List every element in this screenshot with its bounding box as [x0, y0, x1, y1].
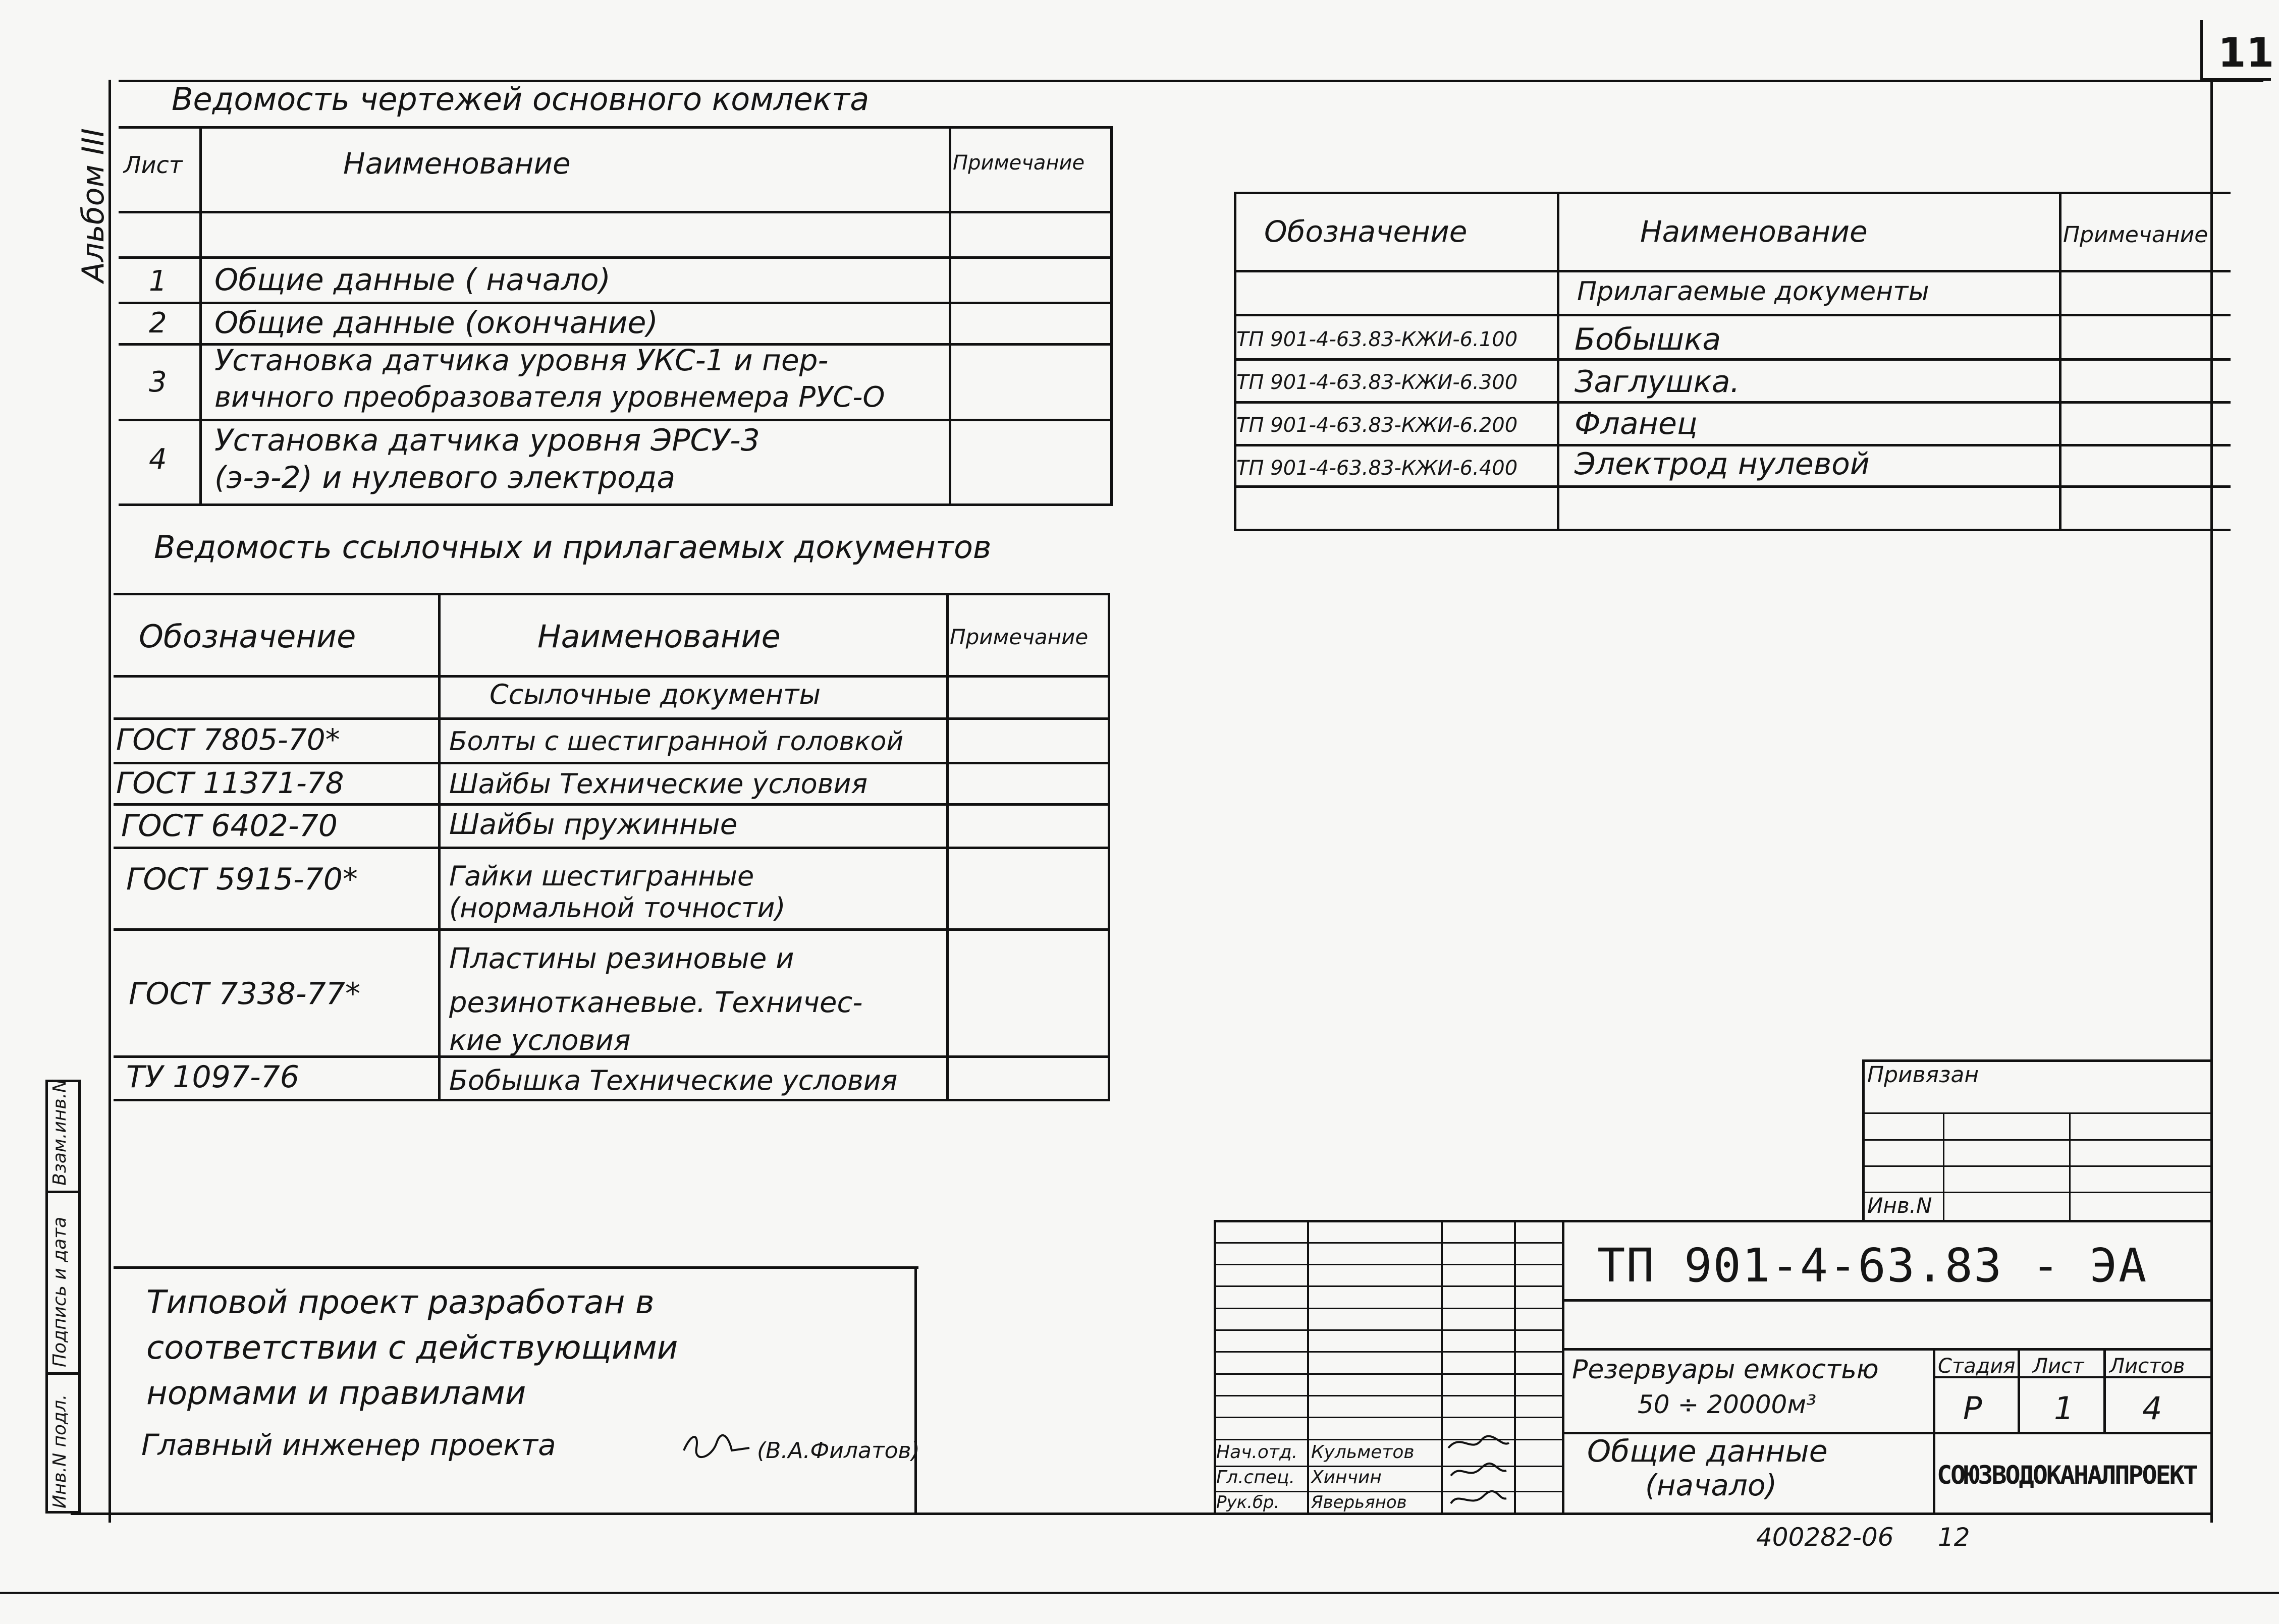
ad-line-section	[1234, 314, 2231, 316]
ad-line-bottom	[1234, 529, 2231, 531]
signer-3-role: Рук.бр.	[1216, 1492, 1280, 1513]
ad-header-name: Наименование	[1640, 214, 1868, 249]
drawings-list-title: Ведомость чертежей основного комлекта	[172, 81, 870, 118]
rd-header-note: Примечание	[950, 625, 1089, 649]
tb-grid-row-2	[1214, 1264, 1562, 1265]
ad-header-designation: Обозначение	[1264, 214, 1468, 249]
album-label: Альбом III	[76, 128, 111, 283]
object-line-2: 50 ÷ 20000м³	[1638, 1390, 1817, 1419]
ad-row-2-designation: ТП 901-4-63.83-КЖИ-6.300	[1236, 371, 1518, 394]
binding-title: Привязан	[1867, 1062, 1979, 1088]
tb-object-row	[1562, 1348, 2213, 1351]
archive-number: 400282-06	[1756, 1523, 1894, 1552]
dl-line-r4	[119, 503, 1113, 506]
page-bottom-rule	[0, 1592, 2279, 1594]
dl-row-3-sheet: 3	[149, 366, 167, 399]
ad-row-3-name: Фланец	[1575, 406, 1698, 441]
signer-3-name: Яверьянов	[1311, 1492, 1407, 1513]
sheet-value: 1	[2054, 1390, 2074, 1427]
rd-row-2-name: Шайбы Технические условия	[449, 768, 868, 800]
frame-right	[2210, 80, 2213, 1523]
note-line-4: Главный инженер проекта	[141, 1428, 556, 1462]
tb-top	[1214, 1220, 2213, 1222]
note-line-1: Типовой проект разработан в	[146, 1284, 655, 1321]
ad-row-3-designation: ТП 901-4-63.83-КЖИ-6.200	[1236, 414, 1518, 437]
rd-line-r2	[114, 803, 1110, 806]
tb-grid-row-3	[1214, 1285, 1562, 1287]
tb-code-row	[1562, 1299, 2213, 1302]
dl-line-header	[119, 211, 1113, 213]
ad-col-note	[2059, 192, 2061, 531]
dl-line-top	[119, 126, 1113, 129]
rd-line-r4	[114, 928, 1110, 931]
ad-row-1-name: Бобышка	[1575, 322, 1721, 357]
signer-signatures	[1446, 1433, 1511, 1514]
ad-header-note: Примечание	[2063, 222, 2208, 248]
rd-col-name	[438, 593, 441, 1101]
dl-line-blank	[119, 256, 1113, 259]
binding-row-3	[1862, 1165, 2213, 1167]
tb-grid-row-9	[1214, 1417, 1562, 1418]
tb-sheet-col	[2018, 1348, 2020, 1432]
signer-2-role: Гл.спец.	[1216, 1467, 1295, 1488]
dl-row-2-name: Общие данные (окончание)	[214, 305, 658, 341]
dl-header-sheet: Лист	[124, 151, 183, 179]
sheets-value: 4	[2142, 1390, 2162, 1427]
dl-row-1-sheet: 1	[149, 265, 167, 298]
side-stamp-div-1	[45, 1191, 81, 1193]
rd-row-5-designation: ГОСТ 7338-77*	[129, 976, 360, 1012]
binding-col-2	[2069, 1112, 2071, 1221]
dl-row-1-name: Общие данные ( начало)	[214, 262, 611, 298]
ad-line-r2	[1234, 401, 2231, 404]
sheet-title-line-1: Общие данные	[1587, 1434, 1828, 1469]
frame-left	[108, 80, 111, 1523]
note-block-top	[114, 1266, 918, 1269]
rd-header-name: Наименование	[537, 618, 781, 655]
tb-grid-row-5	[1214, 1329, 1562, 1331]
rd-row-4-name-line-2: (нормальной точности)	[449, 892, 786, 924]
ad-col-left	[1234, 192, 1236, 531]
note-line-3: нормами и правилами	[146, 1375, 526, 1412]
rd-line-r1	[114, 762, 1110, 764]
tb-stage-col	[1933, 1348, 1935, 1514]
tb-grid-row-1	[1214, 1242, 1562, 1244]
side-stamp-label-2: Подпись и дата	[49, 1216, 70, 1367]
tb-divider-main	[1562, 1220, 1564, 1514]
title-block-code: ТП 901-4-63.83 - ЭА	[1597, 1239, 2148, 1293]
page-number: 11	[2218, 29, 2274, 76]
ad-section-label: Прилагаемые документы	[1577, 276, 1929, 307]
object-line-1: Резервуары емкостью	[1572, 1355, 1879, 1385]
dl-col-right	[1110, 126, 1113, 505]
sheet-title-line-2: (начало)	[1645, 1468, 1777, 1502]
rd-row-4-name-line-1: Гайки шестигранные	[449, 860, 754, 892]
reference-docs-title: Ведомость ссылочных и прилагаемых документов	[154, 529, 992, 566]
rd-line-top	[114, 593, 1110, 595]
dl-line-r1	[119, 302, 1113, 304]
dl-row-4-name-line-1: Установка датчика уровня ЭРСУ-3	[214, 423, 760, 458]
ad-row-1-designation: ТП 901-4-63.83-КЖИ-6.100	[1236, 328, 1518, 351]
rd-row-3-name: Шайбы пружинные	[449, 808, 738, 841]
dl-col-sheet	[199, 126, 202, 505]
rd-header-designation: Обозначение	[139, 618, 356, 655]
tb-sheets-col	[2103, 1348, 2106, 1432]
rd-row-4-designation: ГОСТ 5915-70*	[126, 862, 358, 897]
signer-1-role: Нач.отд.	[1216, 1442, 1298, 1463]
ad-row-4-designation: ТП 901-4-63.83-КЖИ-6.400	[1236, 457, 1518, 480]
signer-1-name: Кульметов	[1311, 1442, 1415, 1463]
dl-header-name: Наименование	[343, 146, 571, 181]
side-stamp-label-3: Взам.инв.N	[49, 1079, 70, 1186]
binding-row-2	[1862, 1139, 2213, 1141]
signer-2-name: Хинчин	[1311, 1467, 1382, 1488]
rd-line-r3	[114, 847, 1110, 849]
footer-page: 12	[1938, 1523, 1970, 1552]
binding-row-1	[1862, 1112, 2213, 1114]
dl-row-2-sheet: 2	[149, 307, 167, 340]
dl-line-r3	[119, 419, 1113, 421]
engineer-name: (В.А.Филатов)	[757, 1438, 920, 1464]
dl-row-4-sheet: 4	[149, 443, 167, 476]
dl-header-note: Примечание	[953, 151, 1085, 175]
rd-section-label: Ссылочные документы	[490, 679, 821, 710]
tb-grid-row-6	[1214, 1351, 1562, 1353]
stage-header: Стадия	[1938, 1355, 2016, 1378]
rd-line-section	[114, 717, 1110, 720]
organization: СОЮЗВОДОКАНАЛПРОЕКТ	[1937, 1461, 2197, 1490]
stage-value: Р	[1963, 1390, 1982, 1427]
side-stamp-label-1: Инв.N подл.	[49, 1394, 70, 1508]
rd-row-5-name-line-3: кие условия	[449, 1024, 631, 1057]
rd-col-right	[1108, 593, 1110, 1101]
ad-line-r1	[1234, 358, 2231, 361]
rd-row-1-designation: ГОСТ 7805-70*	[116, 722, 340, 757]
rd-row-1-name: Болты с шестигранной головкой	[449, 726, 904, 757]
rd-row-3-designation: ГОСТ 6402-70	[121, 808, 338, 844]
dl-row-3-name-line-2: вичного преобразователя уровнемера РУС-О	[214, 381, 885, 414]
ad-col-name	[1557, 192, 1559, 531]
ad-row-2-name: Заглушка.	[1575, 364, 1740, 400]
binding-col	[1943, 1112, 1944, 1221]
note-line-2: соответствии с действующими	[146, 1329, 678, 1367]
rd-col-note	[946, 593, 949, 1101]
binding-footer: Инв.N	[1867, 1193, 1932, 1218]
rd-row-2-designation: ГОСТ 11371-78	[116, 766, 344, 800]
dl-row-4-name-line-2: (э-э-2) и нулевого электрода	[214, 460, 676, 495]
ad-line-header	[1234, 270, 2231, 272]
ad-row-4-name: Электрод нулевой	[1575, 446, 1870, 482]
rd-row-6-designation: ТУ 1097-76	[126, 1059, 299, 1095]
sheets-header: Листов	[2109, 1355, 2185, 1378]
sheet-header: Лист	[2033, 1355, 2084, 1378]
ad-line-r4	[1234, 485, 2231, 488]
rd-line-r6	[114, 1099, 1110, 1101]
dl-col-note	[949, 126, 951, 505]
frame-bottom	[71, 1513, 2213, 1515]
ad-line-top	[1234, 192, 2231, 194]
engineer-signature	[681, 1428, 752, 1463]
tb-grid-row-4	[1214, 1308, 1562, 1309]
dl-row-3-name-line-1: Установка датчика уровня УКС-1 и пер-	[214, 343, 829, 377]
rd-row-6-name: Бобышка Технические условия	[449, 1065, 898, 1096]
rd-row-5-name-line-1: Пластины резиновые и	[449, 942, 794, 975]
rd-line-header	[114, 675, 1110, 678]
rd-row-5-name-line-2: резинотканевые. Техничес-	[449, 986, 863, 1019]
note-block-right	[914, 1266, 917, 1514]
tb-grid-row-7	[1214, 1373, 1562, 1375]
side-stamp-div-2	[45, 1372, 81, 1375]
tb-grid-row-8	[1214, 1395, 1562, 1396]
